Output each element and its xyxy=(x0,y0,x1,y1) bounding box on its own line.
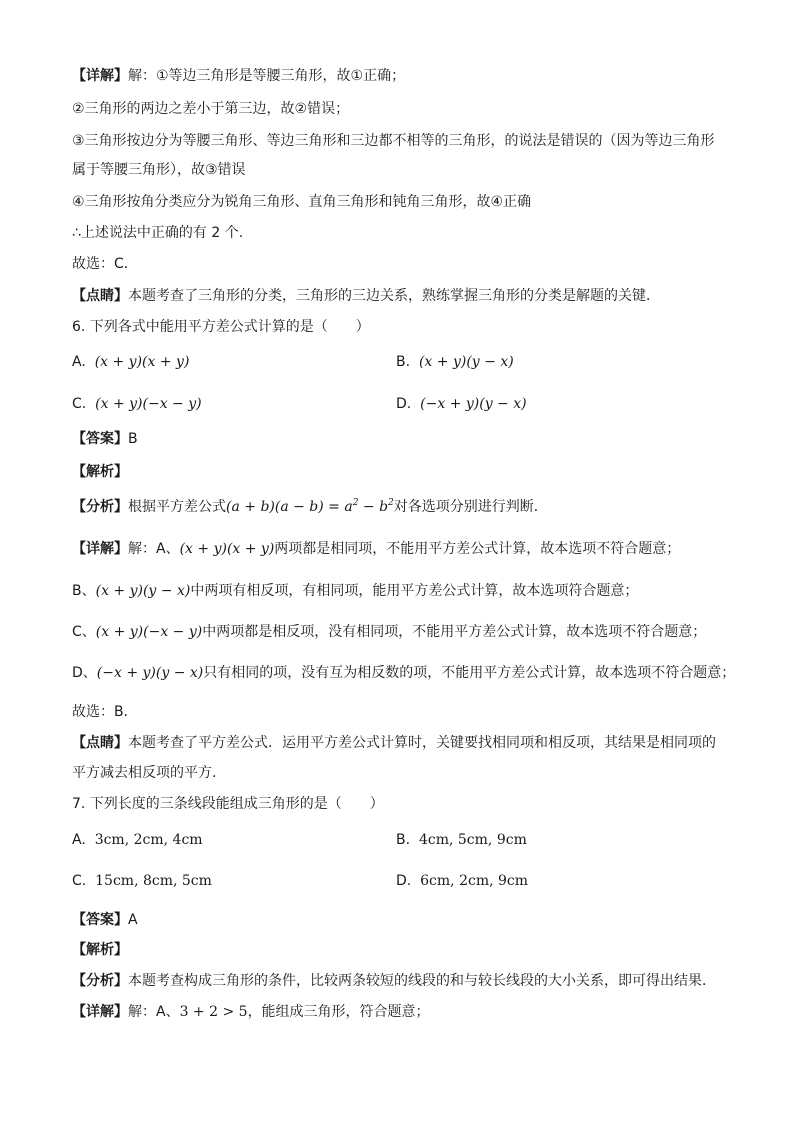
detail-text: 解：①等边三角形是等腰三角形，故①正确； xyxy=(128,68,406,84)
formula-mid: − b xyxy=(358,499,389,515)
detail-math: 3 + 2 > 5 xyxy=(179,1004,248,1020)
option-letter: B. xyxy=(396,832,411,848)
comment-tag: 【点睛】 xyxy=(72,735,128,751)
option-letter: D. xyxy=(396,873,412,889)
answer-value: A xyxy=(128,912,138,928)
fenxi-text: 本题考查构成三角形的条件，比较两条较短的线段的和与较长线段的大小关系，即可得出结果． xyxy=(128,973,716,989)
formula-exponent: 2 xyxy=(352,498,359,508)
q6-option-a xyxy=(72,352,189,372)
option-expression: (−x + y)(y − x) xyxy=(420,396,527,412)
option-text: 3cm, 2cm, 4cm xyxy=(94,832,203,848)
q6-option-b xyxy=(396,352,514,372)
q6-fenxi xyxy=(72,497,548,517)
q6-analysis-tag: 【解析】 xyxy=(72,464,128,480)
fenxi-pre: 根据平方差公式 xyxy=(128,499,226,515)
option-letter: C. xyxy=(72,396,87,412)
q6-stem: 6. 下列各式中能用平方差公式计算的是（ ） xyxy=(72,319,370,335)
q6-detail-b xyxy=(72,581,638,601)
detail-expression: (x + y)(x + y) xyxy=(179,541,275,557)
prev-detail-line-3: ③三角形按边分为等腰三角形、等边三角形和三边都不相等的三角形，的说法是错误的（因为等边三角形 xyxy=(72,133,715,149)
fenxi-tag: 【分析】 xyxy=(72,973,128,989)
option-expression: (x + y)(−x − y) xyxy=(95,396,202,412)
option-text: 6cm, 2cm, 9cm xyxy=(420,873,529,889)
q6-comment-2: 平方减去相反项的平方． xyxy=(72,765,226,781)
detail-post: ，能组成三角形，符合题意； xyxy=(247,1004,430,1020)
q7-analysis-tag: 【解析】 xyxy=(72,942,128,958)
detail-pre: D、 xyxy=(72,665,97,681)
q6-option-c xyxy=(72,394,202,414)
detail-expression: (x + y)(−x − y) xyxy=(95,624,203,640)
detail-pre: 解：A、 xyxy=(128,541,180,557)
fenxi-post: 对各选项分别进行判断． xyxy=(393,499,548,515)
formula-exponent-2: 2 xyxy=(388,498,394,508)
q7-option-a xyxy=(72,830,203,850)
answer-tag: 【答案】 xyxy=(72,912,128,928)
detail-post: 两项都是相同项，不能用平方差公式计算，故本选项不符合题意； xyxy=(274,541,681,557)
q7-option-c xyxy=(72,871,212,891)
option-letter: C. xyxy=(72,873,87,889)
formula-main: (a + b)(a − b) = a xyxy=(226,499,353,515)
comment-text: 本题考查了平方差公式．运用平方差公式计算时，关键要找相同项和相反项，其结果是相同项的 xyxy=(128,735,716,751)
detail-tag: 【详解】 xyxy=(72,541,128,557)
answer-value: B xyxy=(128,431,138,447)
q7-fenxi xyxy=(72,971,716,991)
option-letter: D. xyxy=(396,396,412,412)
q7-stem: 7. 下列长度的三条线段能组成三角形的是（ ） xyxy=(72,796,384,812)
formula xyxy=(226,499,394,515)
q7-option-b xyxy=(396,830,527,850)
prev-detail-line-4: 属于等腰三角形），故③错误 xyxy=(72,162,246,178)
comment-text: 本题考查了三角形的分类，三角形的三边关系，熟练掌握三角形的分类是解题的关键． xyxy=(128,288,660,304)
q6-answer xyxy=(72,429,138,449)
fenxi-tag: 【分析】 xyxy=(72,499,128,515)
detail-tag: 【详解】 xyxy=(72,1004,128,1020)
option-text: 4cm, 5cm, 9cm xyxy=(418,832,527,848)
q6-choose: 故选：B． xyxy=(72,704,138,720)
q7-option-d xyxy=(396,871,528,891)
detail-pre: C、 xyxy=(72,624,96,640)
q6-comment-1 xyxy=(72,733,716,753)
option-letter: A. xyxy=(72,832,86,848)
q7-detail-a xyxy=(72,1002,430,1022)
prev-detail-line-2: ②三角形的两边之差小于第三边，故②错误； xyxy=(72,101,350,117)
q7-answer xyxy=(72,910,138,930)
prev-detail-line-1 xyxy=(72,66,405,86)
detail-post: 中两项都是相反项，没有相同项，不能用平方差公式计算，故本选项不符合题意； xyxy=(202,624,707,640)
option-letter: B. xyxy=(396,354,411,370)
comment-tag: 【点睛】 xyxy=(72,288,128,304)
q6-option-d xyxy=(396,394,527,414)
option-expression: (x + y)(x + y) xyxy=(94,354,190,370)
option-text: 15cm, 8cm, 5cm xyxy=(95,873,212,889)
prev-conclusion: ∴上述说法中正确的有 2 个. xyxy=(72,225,244,241)
detail-post: 中两项有相反项，有相同项，能用平方差公式计算，故本选项符合题意； xyxy=(190,583,639,599)
detail-expression: (−x + y)(y − x) xyxy=(96,665,204,681)
detail-pre: 解：A、 xyxy=(128,1004,180,1020)
detail-tag: 【详解】 xyxy=(72,68,128,84)
prev-detail-line-5: ④三角形按角分类应分为锐角三角形、直角三角形和钝角三角形，故④正确 xyxy=(72,194,532,210)
answer-tag: 【答案】 xyxy=(72,431,128,447)
q6-detail-d xyxy=(72,663,735,683)
detail-expression: (x + y)(y − x) xyxy=(95,583,191,599)
prev-comment xyxy=(72,286,660,306)
option-letter: A. xyxy=(72,354,86,370)
prev-choose: 故选：C． xyxy=(72,256,138,272)
q6-detail-c xyxy=(72,622,706,642)
detail-post: 只有相同的项，没有互为相反数的项，不能用平方差公式计算，故本选项不符合题意； xyxy=(203,665,736,681)
q6-detail-a xyxy=(72,539,680,559)
option-expression: (x + y)(y − x) xyxy=(418,354,514,370)
detail-pre: B、 xyxy=(72,583,96,599)
